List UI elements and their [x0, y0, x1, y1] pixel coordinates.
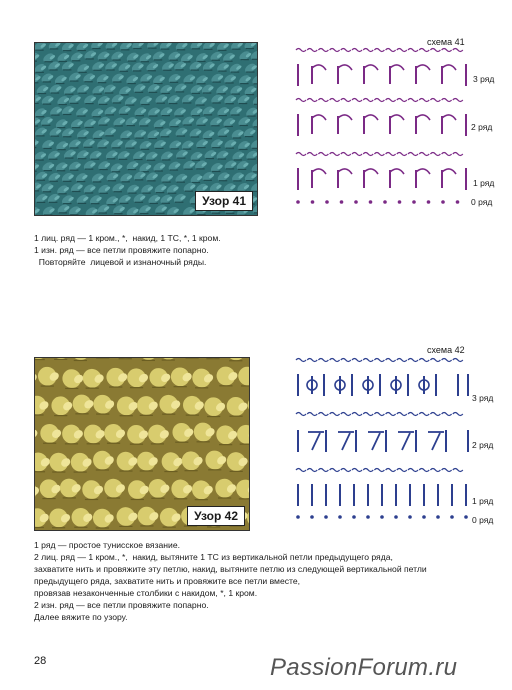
- scheme-tilde: [374, 359, 384, 362]
- scheme-tilde: [363, 49, 373, 52]
- scheme-tilde: [307, 413, 317, 416]
- scheme-tilde: [442, 469, 452, 472]
- scheme-41-row-2-label: 2 ряд: [471, 122, 493, 132]
- pattern-41-photo: [34, 42, 258, 216]
- scheme-tilde: [374, 99, 384, 102]
- scheme-tilde: [397, 413, 407, 416]
- scheme-foundation-dot: [464, 515, 468, 519]
- scheme-foundation-dot: [427, 200, 431, 204]
- scheme-41-row-1-label: 1 ряд: [473, 178, 495, 188]
- scheme-foundation-dot: [422, 515, 426, 519]
- pattern-41-line-3: Повторяйте лицевой и изнаночный ряды.: [34, 257, 207, 267]
- pattern-41-line-2: 1 изн. ряд — все петли провяжите попарно.: [34, 245, 209, 255]
- scheme-foundation-dot: [380, 515, 384, 519]
- scheme-foundation-dot: [369, 200, 373, 204]
- scheme-tilde: [341, 469, 351, 472]
- scheme-tilde: [419, 99, 429, 102]
- scheme-foundation-dot: [340, 200, 344, 204]
- scheme-foundation-dot: [412, 200, 416, 204]
- scheme-foundation-dot: [450, 515, 454, 519]
- scheme-tilde: [341, 413, 351, 416]
- scheme-42-title: схема 42: [427, 345, 465, 355]
- scheme-tilde: [363, 359, 373, 362]
- scheme-tilde: [386, 153, 396, 156]
- scheme-tilde: [352, 359, 362, 362]
- pattern-41-line-1: 1 лиц. ряд — 1 кром., *, накид, 1 ТС, *, 1 кром.: [34, 233, 221, 243]
- scheme-tilde: [352, 413, 362, 416]
- scheme-tilde: [307, 99, 317, 102]
- scheme-foundation-dot: [311, 200, 315, 204]
- scheme-tilde: [296, 413, 306, 416]
- scheme-tilde: [386, 99, 396, 102]
- scheme-tilde: [352, 469, 362, 472]
- scheme-foundation-dot: [310, 515, 314, 519]
- scheme-tilde: [453, 469, 463, 472]
- pattern-41-knit-texture: [35, 43, 257, 215]
- scheme-yarn-over-arc: [390, 169, 404, 174]
- scheme-tilde: [330, 469, 340, 472]
- scheme-tilde: [341, 153, 351, 156]
- scheme-tilde: [296, 99, 306, 102]
- scheme-tilde: [408, 49, 418, 52]
- scheme-yarn-over-arc: [338, 115, 352, 120]
- scheme-41-diagram: [290, 42, 493, 212]
- scheme-tilde: [408, 359, 418, 362]
- pattern-42-line-7: Далее вяжите по узору.: [34, 612, 128, 622]
- scheme-tilde: [318, 469, 328, 472]
- scheme-tilde: [386, 413, 396, 416]
- scheme-41-title: схема 41: [427, 37, 465, 47]
- scheme-tilde: [330, 153, 340, 156]
- scheme-yarn-over-arc: [442, 169, 456, 174]
- scheme-tilde: [419, 413, 429, 416]
- scheme-tilde: [453, 49, 463, 52]
- scheme-tilde: [352, 153, 362, 156]
- scheme-yarn-over-arc: [442, 65, 456, 70]
- pattern-42-knit-texture: [35, 358, 249, 530]
- scheme-yarn-over-arc: [442, 115, 456, 120]
- scheme-42-row-2-label: 2 ряд: [472, 440, 494, 450]
- scheme-41-row-0-label: 0 ряд: [471, 197, 493, 207]
- scheme-yarn-over-arc: [338, 65, 352, 70]
- scheme-yarn-over-arc: [338, 169, 352, 174]
- scheme-foundation-dot: [338, 515, 342, 519]
- scheme-foundation-dot: [383, 200, 387, 204]
- scheme-tilde: [374, 49, 384, 52]
- scheme-tilde: [430, 153, 440, 156]
- scheme-tilde: [453, 99, 463, 102]
- scheme-tilde: [363, 99, 373, 102]
- scheme-yarn-over-arc: [364, 115, 378, 120]
- scheme-tilde: [374, 469, 384, 472]
- scheme-tilde: [374, 413, 384, 416]
- pattern-42-line-6: 2 изн. ряд — все петли провяжите попарно.: [34, 600, 209, 610]
- scheme-tilde: [419, 49, 429, 52]
- scheme-tilde: [352, 49, 362, 52]
- scheme-tilde: [430, 359, 440, 362]
- scheme-yarn-over-arc: [390, 65, 404, 70]
- pattern-42-line-5: провязав незаконченные столбики с накидом, *, 1 кром.: [34, 588, 258, 598]
- scheme-tilde: [442, 413, 452, 416]
- scheme-tilde: [318, 153, 328, 156]
- pattern-42-line-1: 1 ряд — простое тунисское вязание.: [34, 540, 181, 550]
- scheme-tilde: [363, 153, 373, 156]
- scheme-tilde: [296, 49, 306, 52]
- scheme-tilde: [408, 99, 418, 102]
- scheme-tilde: [386, 469, 396, 472]
- scheme-yarn-over-arc: [312, 169, 326, 174]
- watermark: PassionForum.ru: [270, 654, 458, 681]
- scheme-tilde: [318, 413, 328, 416]
- scheme-tilde: [430, 49, 440, 52]
- page-number: 28: [34, 655, 47, 667]
- pattern-42-photo: [34, 357, 250, 531]
- scheme-tilde: [307, 153, 317, 156]
- scheme-foundation-dot: [456, 200, 460, 204]
- scheme-tilde: [397, 469, 407, 472]
- pattern-42-line-4: предыдущего ряда, захватите нить и провяжите все петли вместе,: [34, 576, 301, 586]
- scheme-foundation-dot: [354, 200, 358, 204]
- scheme-tilde: [419, 153, 429, 156]
- scheme-foundation-dot: [324, 515, 328, 519]
- scheme-tilde: [341, 99, 351, 102]
- scheme-slanted-stitch: [372, 433, 380, 450]
- scheme-yarn-over-arc: [416, 65, 430, 70]
- scheme-slanted-stitch: [312, 433, 320, 450]
- scheme-tilde: [363, 413, 373, 416]
- scheme-tilde: [307, 49, 317, 52]
- pattern-42-line-2: 2 лиц. ряд — 1 кром., *, накид, вытяните 1 ТС из вертикальной петли предыдущего ряда,: [34, 552, 393, 562]
- scheme-tilde: [296, 153, 306, 156]
- scheme-tilde: [352, 99, 362, 102]
- scheme-slanted-stitch: [432, 433, 440, 450]
- scheme-tilde: [397, 153, 407, 156]
- scheme-tilde: [341, 49, 351, 52]
- pattern-42-label: Узор 42: [187, 506, 245, 526]
- scheme-tilde: [453, 359, 463, 362]
- scheme-foundation-dot: [394, 515, 398, 519]
- scheme-42-row-0-label: 0 ряд: [472, 515, 494, 525]
- scheme-tilde: [430, 99, 440, 102]
- scheme-tilde: [296, 469, 306, 472]
- scheme-yarn-over-arc: [416, 169, 430, 174]
- scheme-41-row-3-label: 3 ряд: [473, 74, 495, 84]
- scheme-foundation-dot: [296, 200, 300, 204]
- scheme-tilde: [453, 413, 463, 416]
- scheme-tilde: [330, 359, 340, 362]
- scheme-tilde: [307, 359, 317, 362]
- scheme-tilde: [386, 359, 396, 362]
- scheme-tilde: [318, 359, 328, 362]
- scheme-foundation-dot: [441, 200, 445, 204]
- scheme-42-row-3-label: 3 ряд: [472, 393, 494, 403]
- scheme-yarn-over-arc: [364, 65, 378, 70]
- scheme-slanted-stitch: [342, 433, 350, 450]
- scheme-tilde: [430, 413, 440, 416]
- scheme-foundation-dot: [408, 515, 412, 519]
- pattern-42-line-3: захватите нить и провяжите эту петлю, накид, вытяните петлю из следующей вертикальной петли: [34, 564, 427, 574]
- scheme-tilde: [374, 153, 384, 156]
- scheme-foundation-dot: [352, 515, 356, 519]
- scheme-tilde: [330, 413, 340, 416]
- scheme-tilde: [397, 49, 407, 52]
- scheme-tilde: [330, 49, 340, 52]
- scheme-tilde: [442, 359, 452, 362]
- scheme-foundation-dot: [296, 515, 300, 519]
- scheme-tilde: [318, 49, 328, 52]
- scheme-42-row-1-label: 1 ряд: [472, 496, 494, 506]
- scheme-foundation-dot: [366, 515, 370, 519]
- scheme-tilde: [397, 359, 407, 362]
- scheme-foundation-dot: [436, 515, 440, 519]
- scheme-yarn-over-arc: [312, 115, 326, 120]
- scheme-42-diagram: [290, 352, 490, 527]
- scheme-tilde: [442, 99, 452, 102]
- scheme-tilde: [419, 359, 429, 362]
- scheme-tilde: [296, 359, 306, 362]
- scheme-tilde: [442, 49, 452, 52]
- scheme-foundation-dot: [325, 200, 329, 204]
- scheme-tilde: [453, 153, 463, 156]
- scheme-yarn-over-arc: [390, 115, 404, 120]
- scheme-tilde: [363, 469, 373, 472]
- scheme-tilde: [419, 469, 429, 472]
- scheme-tilde: [330, 99, 340, 102]
- pattern-41-label: Узор 41: [195, 191, 253, 211]
- scheme-tilde: [386, 49, 396, 52]
- scheme-tilde: [408, 413, 418, 416]
- scheme-slanted-stitch: [402, 433, 410, 450]
- scheme-tilde: [307, 469, 317, 472]
- scheme-yarn-over-arc: [312, 65, 326, 70]
- scheme-tilde: [442, 153, 452, 156]
- scheme-tilde: [341, 359, 351, 362]
- scheme-tilde: [397, 99, 407, 102]
- scheme-tilde: [408, 153, 418, 156]
- scheme-tilde: [430, 469, 440, 472]
- scheme-yarn-over-arc: [416, 115, 430, 120]
- scheme-tilde: [318, 99, 328, 102]
- scheme-yarn-over-arc: [364, 169, 378, 174]
- scheme-foundation-dot: [398, 200, 402, 204]
- scheme-tilde: [408, 469, 418, 472]
